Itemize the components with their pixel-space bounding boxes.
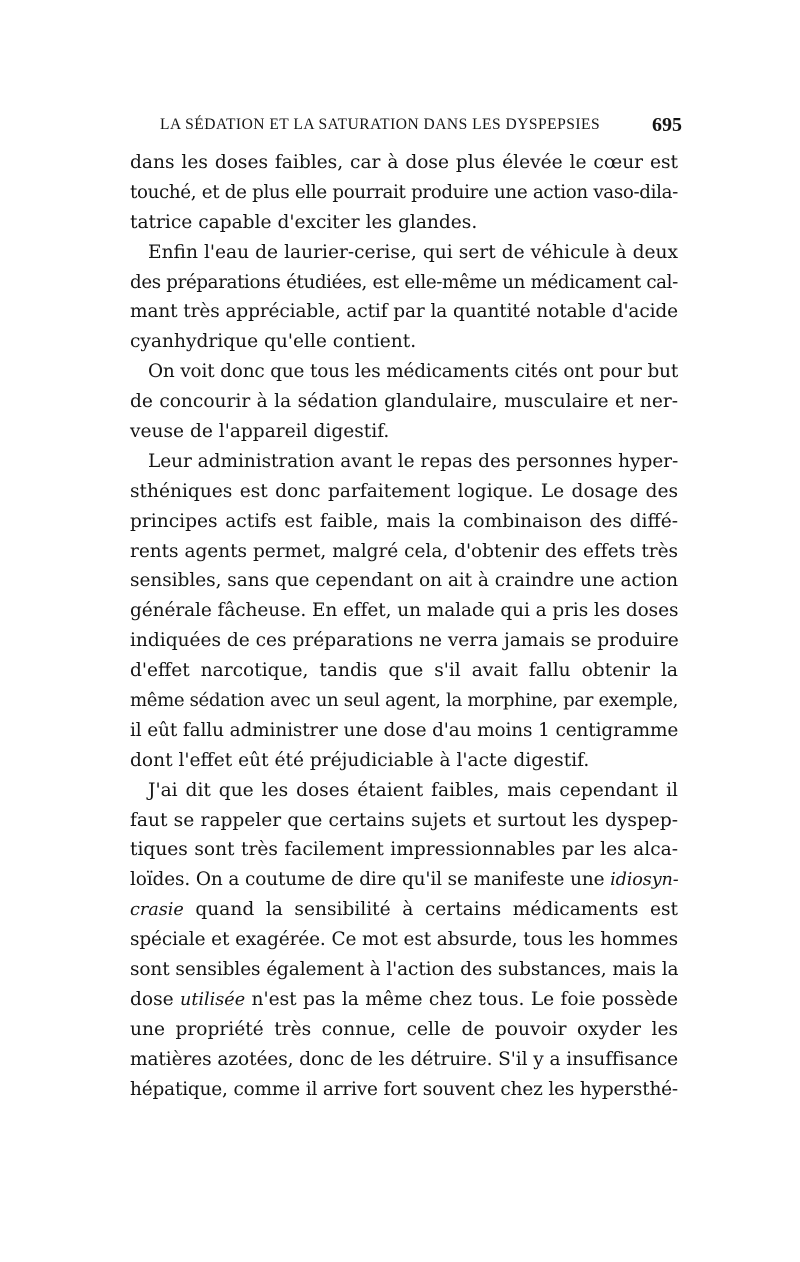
text-line: rents agents permet, malgré cela, d'obtenir des effets très [130,540,678,562]
text-line: spéciale et exagérée. Ce mot est absurde, tous les hommes [130,929,678,951]
text-line: cyanhydrique qu'elle contient. [130,331,417,353]
text-line [130,985,678,1015]
text-line: Leur administration avant le repas des personnes hyper- [148,450,679,472]
text-segment: loïdes. On a coutume de dire qu'il se manifeste une [130,869,611,891]
italic-term: utilisée [180,989,246,1010]
text-line: hépatique, comme il arrive fort souvent chez les hypersthé- [130,1078,678,1100]
text-line: des préparations étudiées, est elle-même un médicament cal- [130,271,678,293]
text-line: sensibles, sans que cependant on ait à craindre une action [130,570,678,592]
text-line: touché, et de plus elle pourrait produire une action vaso-dila- [130,181,678,203]
italic-term: crasie [130,900,184,921]
text-line: Enfin l'eau de laurier-cerise, qui sert de véhicule à deux [148,241,678,263]
text-line: veuse de l'appareil digestif. [130,421,390,443]
italic-term: idiosyn- [610,870,679,891]
text-line: une propriété très connue, celle de pouvoir oxyder les [130,1018,678,1040]
text-segment: n'est pas la même chez tous. Le foie possède [245,988,678,1010]
text-line: indiquées de ces préparations ne verra jamais se produire [130,630,679,652]
text-line: principes actifs est faible, mais la combinaison des diffé- [130,510,678,532]
running-head [160,116,682,142]
text-line: mant très appréciable, actif par la quantité notable d'acide [130,301,679,323]
text-line: sont sensibles également à l'action des substances, mais la [130,959,679,981]
text-line: de concourir à la sédation glandulaire, musculaire et ner- [130,391,678,413]
text-line: J'ai dit que les doses étaient faibles, mais cependant il [148,779,678,801]
text-line [130,895,678,925]
text-line: d'effet narcotique, tandis que s'il avait fallu obtenir la [130,660,678,682]
text-line: On voit donc que tous les médicaments cités ont pour but [148,361,679,383]
text-line: il eût fallu administrer une dose d'au moins 1 centigramme [130,719,679,741]
page-number: 695 [652,114,682,136]
text-line [130,865,678,895]
text-line: dans les doses faibles, car à dose plus élevée le cœur est [130,152,678,173]
text-line: faut se rappeler que certains sujets et surtout les dyspep- [130,809,678,831]
text-segment: dose [130,988,180,1010]
text-segment: quand la sensibilité à certains médicaments est [183,899,678,921]
text-line: tatrice capable d'exciter les glandes. [130,211,478,233]
text-line: matières azotées, donc de les détruire. S'il y a insuffisance [130,1048,678,1070]
text-line: même sédation avec un seul agent, la morphine, par exemple, [130,690,678,712]
text-line: dont l'effet eût été préjudiciable à l'acte digestif. [130,749,590,771]
running-title: LA SÉDATION ET LA SATURATION DANS LES DYSPEPSIES [160,116,601,133]
text-line: sthéniques est donc parfaitement logique. Le dosage des [130,480,678,502]
text-line: tiques sont très facilement impressionnables par les alca- [130,839,678,861]
body-text [130,148,678,1105]
text-line: générale fâcheuse. En effet, un malade qui a pris les doses [130,600,679,622]
